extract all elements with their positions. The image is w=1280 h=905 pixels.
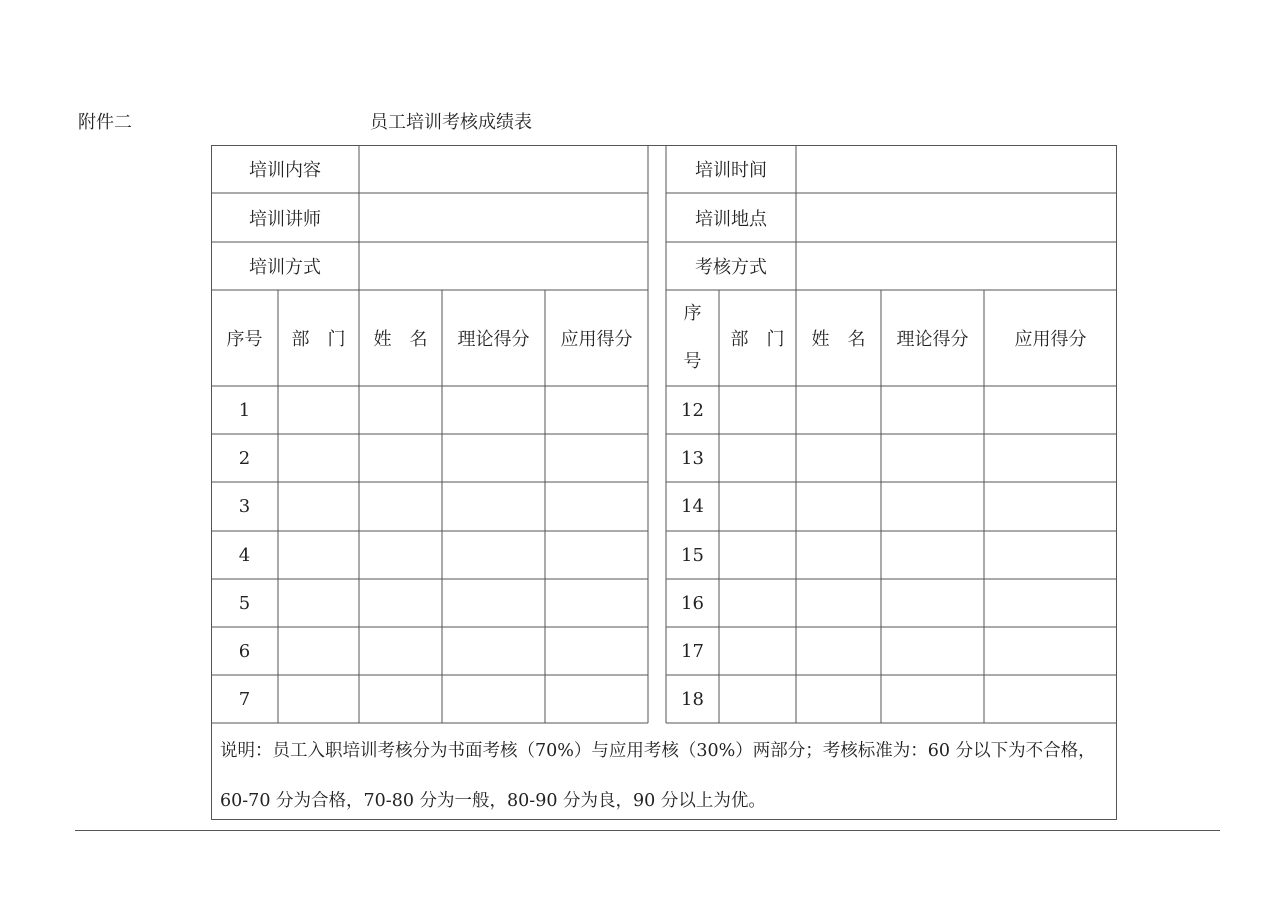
info-field-instructor[interactable] [359,193,648,242]
page-title: 员工培训考核成绩表 [370,112,532,133]
column-header-index: 序号 [226,329,263,350]
row-number: 5 [238,592,251,614]
column-header-index-right-char: 序 [683,303,702,324]
column-header-theory-score-right: 理论得分 [896,329,969,350]
row-number-right: 18 [681,688,704,710]
column-header-department: 部 门 [291,329,346,350]
info-label-location: 培训地点 [695,208,767,230]
row-number: 1 [238,399,251,421]
info-field-location[interactable] [796,193,1117,242]
row-number: 7 [238,688,251,710]
row-number: 4 [238,544,251,566]
row-number-right: 14 [681,496,704,517]
row-number: 6 [238,640,251,662]
info-label-instructor: 培训讲师 [249,208,321,230]
score-table [211,145,1117,820]
attachment-label: 附件二 [78,112,132,133]
row-number-right: 15 [681,544,704,566]
row-number: 3 [238,496,251,517]
info-field-assessment[interactable] [796,242,1117,290]
note-line-2: 60-70 分为合格，70-80 分为一般，80-90 分为良，90 分以上为优。 [220,791,766,811]
column-header-department-right: 部 门 [730,329,785,350]
info-field-method[interactable] [359,242,648,290]
column-header-name-right: 姓 名 [811,329,866,350]
info-label-content: 培训内容 [249,160,321,181]
row-number-right: 17 [681,640,704,662]
column-header-application-score-right: 应用得分 [1014,329,1087,350]
row-number-right: 16 [681,592,704,614]
info-field-content[interactable] [359,145,648,193]
column-header-application-score: 应用得分 [560,329,633,350]
info-label-time: 培训时间 [695,160,767,181]
column-header-index-right-char: 号 [683,351,702,372]
column-header-name: 姓 名 [373,329,428,350]
row-number: 2 [238,447,251,469]
bottom-divider [75,830,1220,831]
column-header-theory-score: 理论得分 [457,329,530,350]
info-label-method: 培训方式 [249,257,321,278]
row-number-right: 12 [681,399,704,421]
column-header-index-right [666,290,719,386]
column-header-index-right-text [684,290,702,386]
info-field-time[interactable] [796,145,1117,193]
note-line-1: 说明：员工入职培训考核分为书面考核（70%）与应用考核（30%）两部分；考核标准为：60 分以下为不合格， [220,741,1096,761]
row-number-right: 13 [681,447,704,469]
info-label-assessment: 考核方式 [695,257,767,278]
